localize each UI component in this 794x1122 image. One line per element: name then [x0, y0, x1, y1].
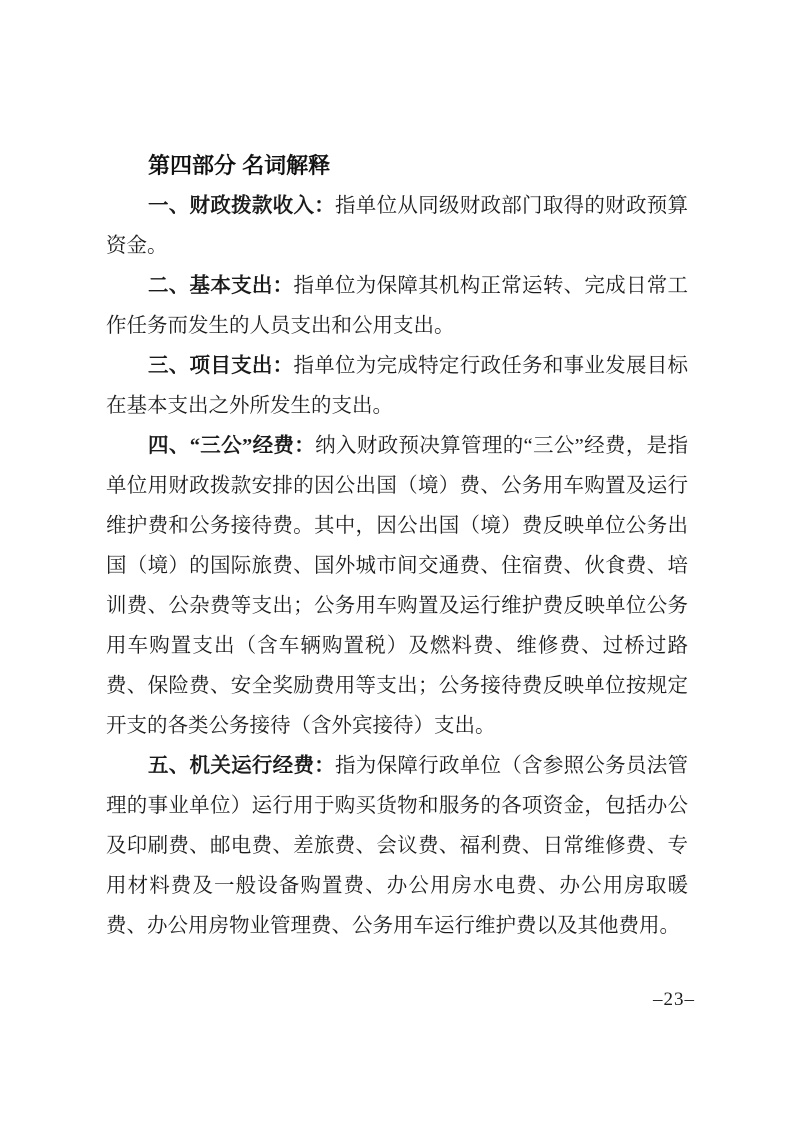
term-lead: 三、项目支出： [148, 355, 294, 377]
term-lead: 二、基本支出： [148, 275, 294, 297]
term-definition: 纳入财政预决算管理的“三公”经费，是指单位用财政拨款安排的因公出国（境）费、公务用车购置及运行维护费和公务接待费。其中，因公出国（境）费反映单位公务出国（境）的国际旅费、国外城市间交通费、住宿费、伙食费、培训费、公杂费等支出；公务用车购置及运行维护费反映单位公务用车购置支出（含车辆购置税）及燃料费、维修费、过桥过路费、保险费、安全奖励费用等支出；公务接待费反映单位按规定开支的各类公务接待（含外宾接待）支出。 [106, 435, 689, 737]
term-definition: 指单位为保障其机构正常运转、完成日常工作任务而发生的人员支出和公用支出。 [106, 275, 689, 337]
term-definition: 指为保障行政单位（含参照公务员法管理的事业单位）运行用于购买货物和服务的各项资金，包括办公及印刷费、邮电费、差旅费、会议费、福利费、日常维修费、专用材料费及一般设备购置费、办公用房水电费、办公用房取暖费、办公用房物业管理费、公务用车运行维护费以及其他费用。 [106, 755, 689, 937]
section-heading: 第四部分 名词解释 [148, 153, 331, 178]
definition-paragraph [106, 426, 688, 746]
term-lead: 五、机关运行经费： [148, 755, 336, 777]
document-body [106, 146, 688, 946]
definition-paragraph [106, 266, 688, 346]
term-definition: 指单位为完成特定行政任务和事业发展目标在基本支出之外所发生的支出。 [106, 355, 689, 417]
definition-paragraph [106, 346, 688, 426]
definition-paragraph [106, 746, 688, 946]
definition-paragraph [106, 186, 688, 266]
term-lead: 四、“三公”经费： [148, 435, 316, 457]
term-lead: 一、财政拨款收入： [148, 195, 336, 217]
page-number: –23– [653, 989, 695, 1010]
term-definition: 指单位从同级财政部门取得的财政预算资金。 [106, 195, 689, 257]
